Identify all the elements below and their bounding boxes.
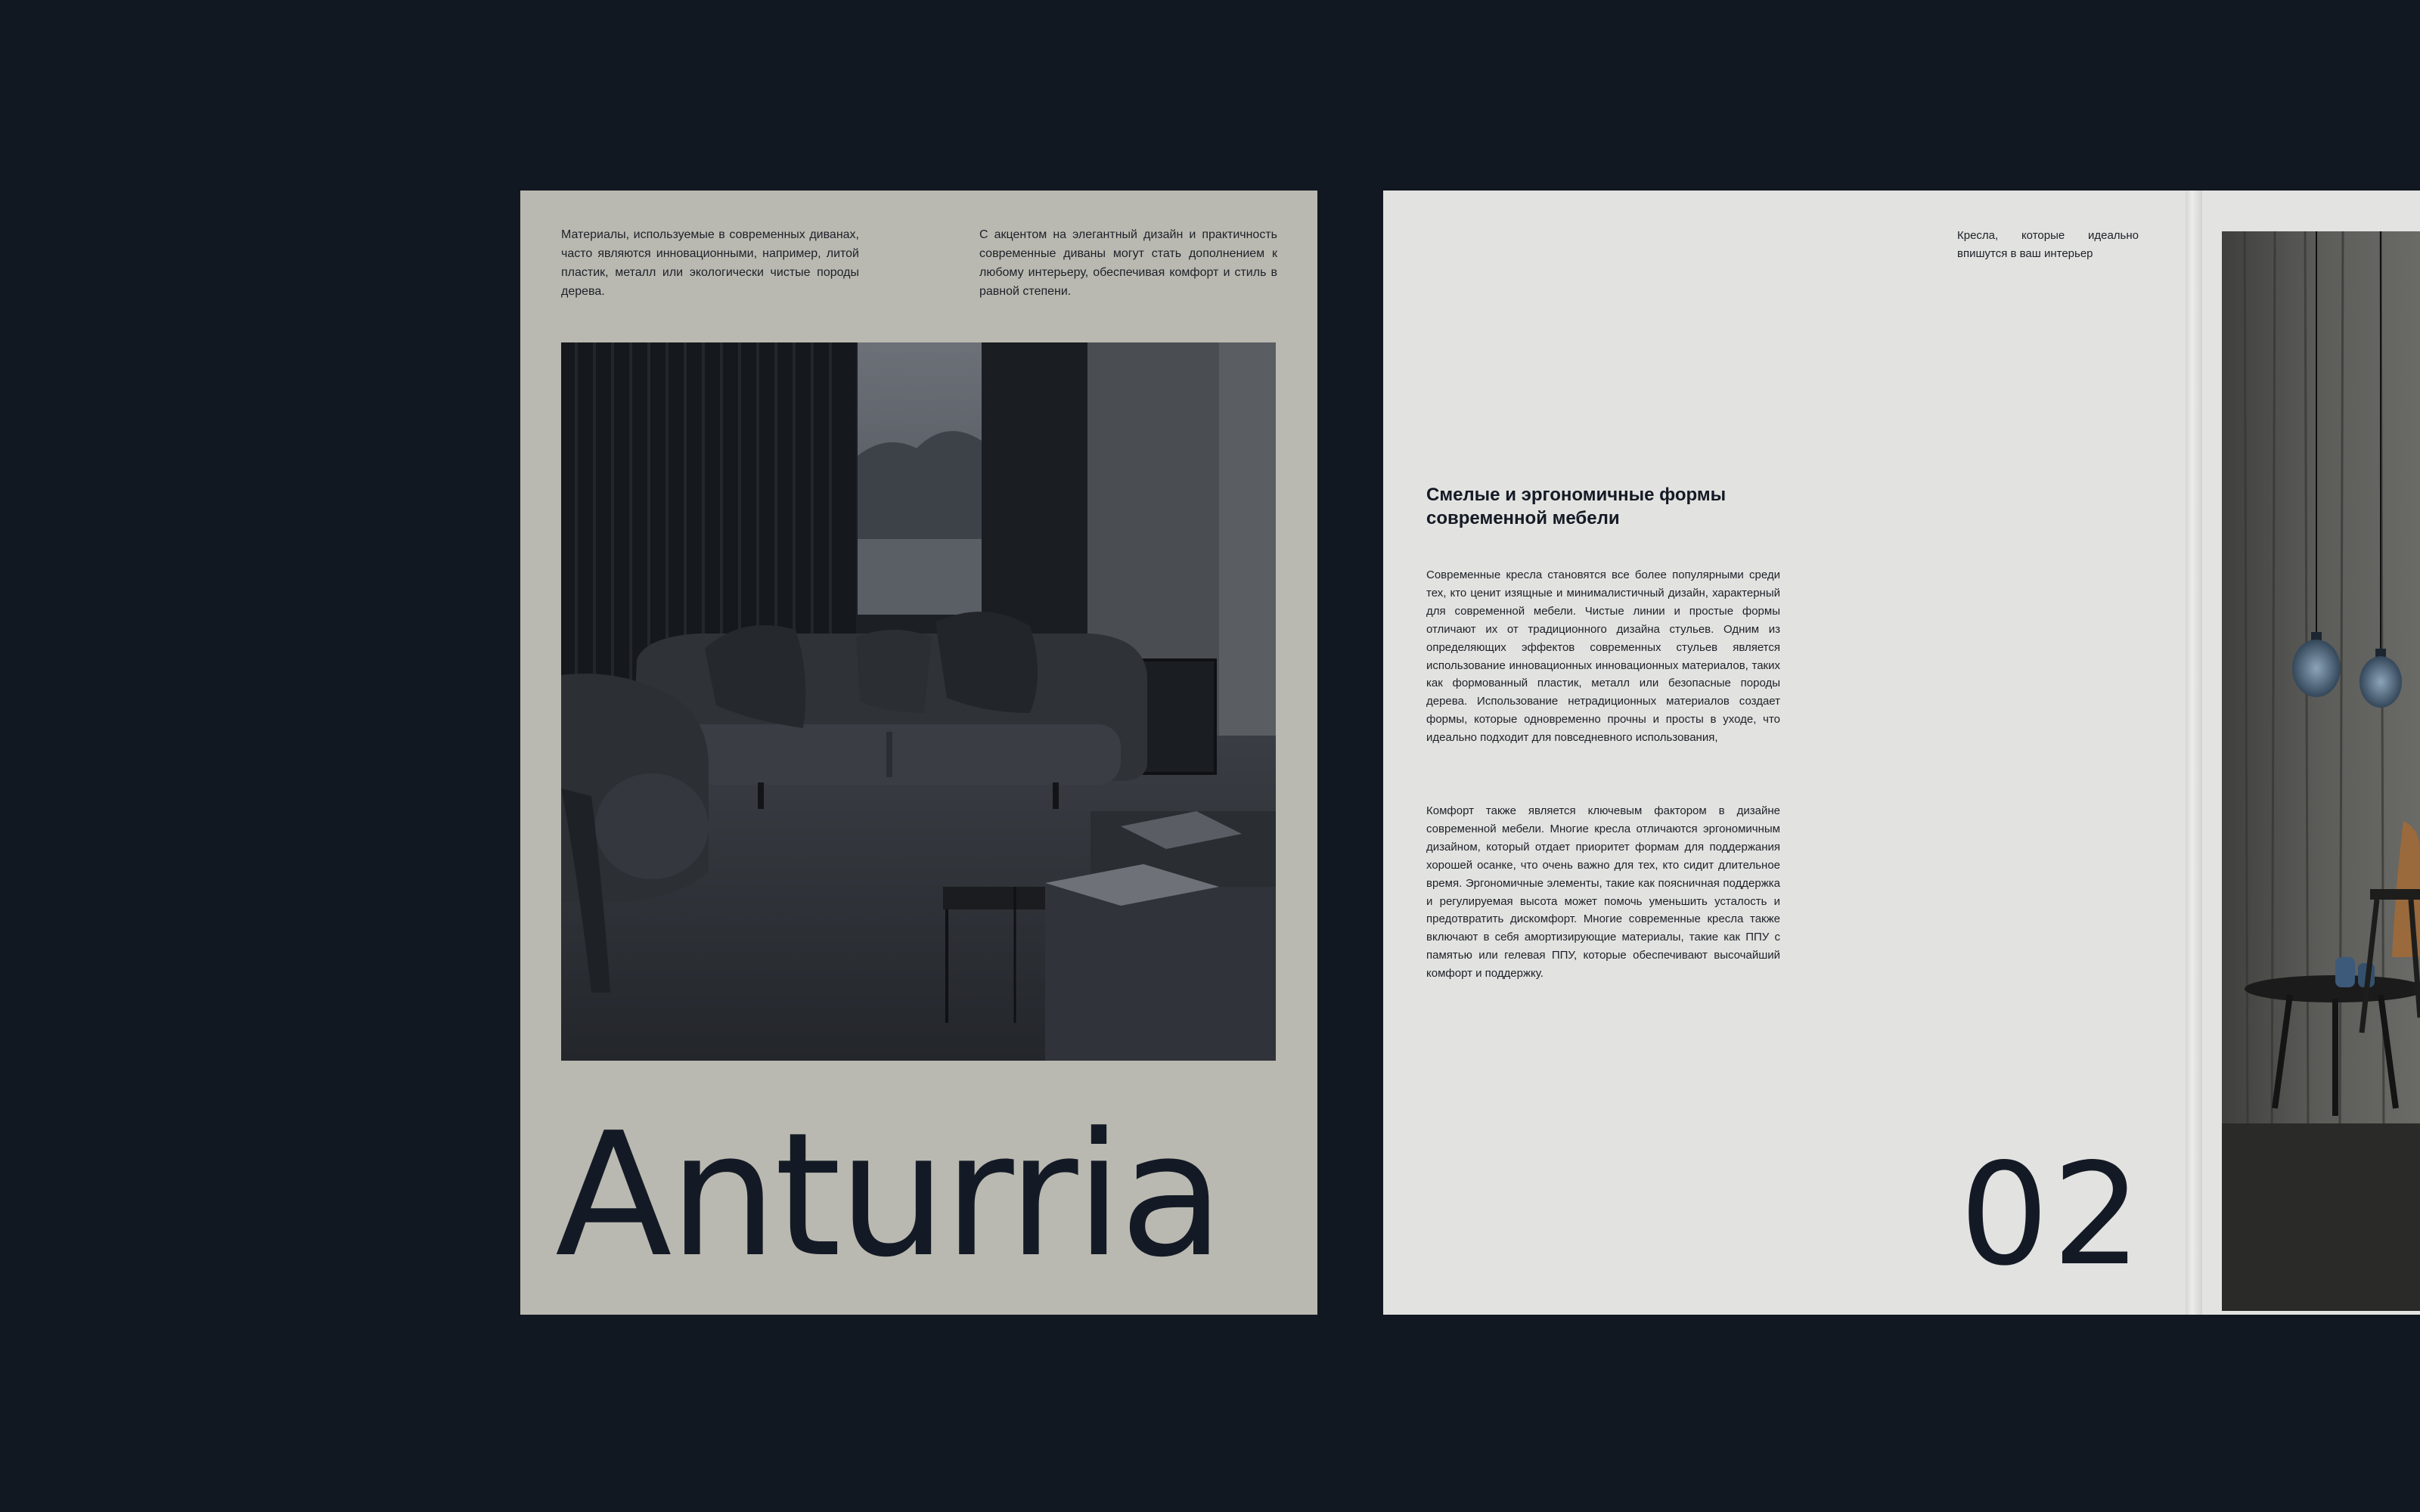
body-paragraph-1: Современные кресла становятся все более популярными среди тех, кто ценит изящные и минималистичный дизайн, характерный для современной мебели. Чистые линии и простые формы отличают их от традиционного дизайна стульев. Одним из определяющих эффектов современных стульев является использование инновационных инновационных материалов, таких как формованный пластик, металл или безопасные породы дерева. Использование нетрадиционных материалов создает формы, которые одновременно прочны и просты в уходе, что идеально подходит для повседневного использования, <box>1426 569 1780 745</box>
inner-spread-page <box>1383 191 2420 1315</box>
page-number: 02 <box>1959 1132 2145 1297</box>
body-paragraph-2: Комфорт также является ключевым фактором в дизайне современной мебели. Многие кресла отличаются эргономичным дизайном, который отдает приоритет формам для поддержания хорошей осанке, что очень важно для тех, кто сидит длительное время. Эргономичные элементы, такие как поясничная поддержка и регулируемая высота может помочь уменьшить усталость и предотвратить дискомфорт. Многие современные кресла также включают в себя амортизирующие материалы, такие как ППУ с памятью или гелевая ППУ, которые обеспечивают высочайший комфорт и поддержку. <box>1426 804 1780 981</box>
brand-wordmark: Anturria <box>555 1096 1221 1295</box>
living-room-sofa-photo <box>561 342 1276 1061</box>
pendant-lamps-chair-photo <box>2222 231 2420 1311</box>
page-fold <box>2186 191 2202 1315</box>
cover-intro-left: Материалы, используемые в современных диванах, часто являются инновационными, например, литой пластик, металл или экологически чистые породы дерева. <box>561 228 859 298</box>
spread-tagline: Кресла, которые идеально впишутся в ваш интерьер <box>1957 229 2139 260</box>
cover-intro-right: С акцентом на элегантный дизайн и практичность современные диваны могут стать дополнением к любому интерьеру, обеспечивая комфорт и стиль в равной степени. <box>979 228 1277 298</box>
spread-heading: Смелые и эргономичные формы современной мебели <box>1426 485 1727 528</box>
cover-page <box>520 191 1317 1315</box>
